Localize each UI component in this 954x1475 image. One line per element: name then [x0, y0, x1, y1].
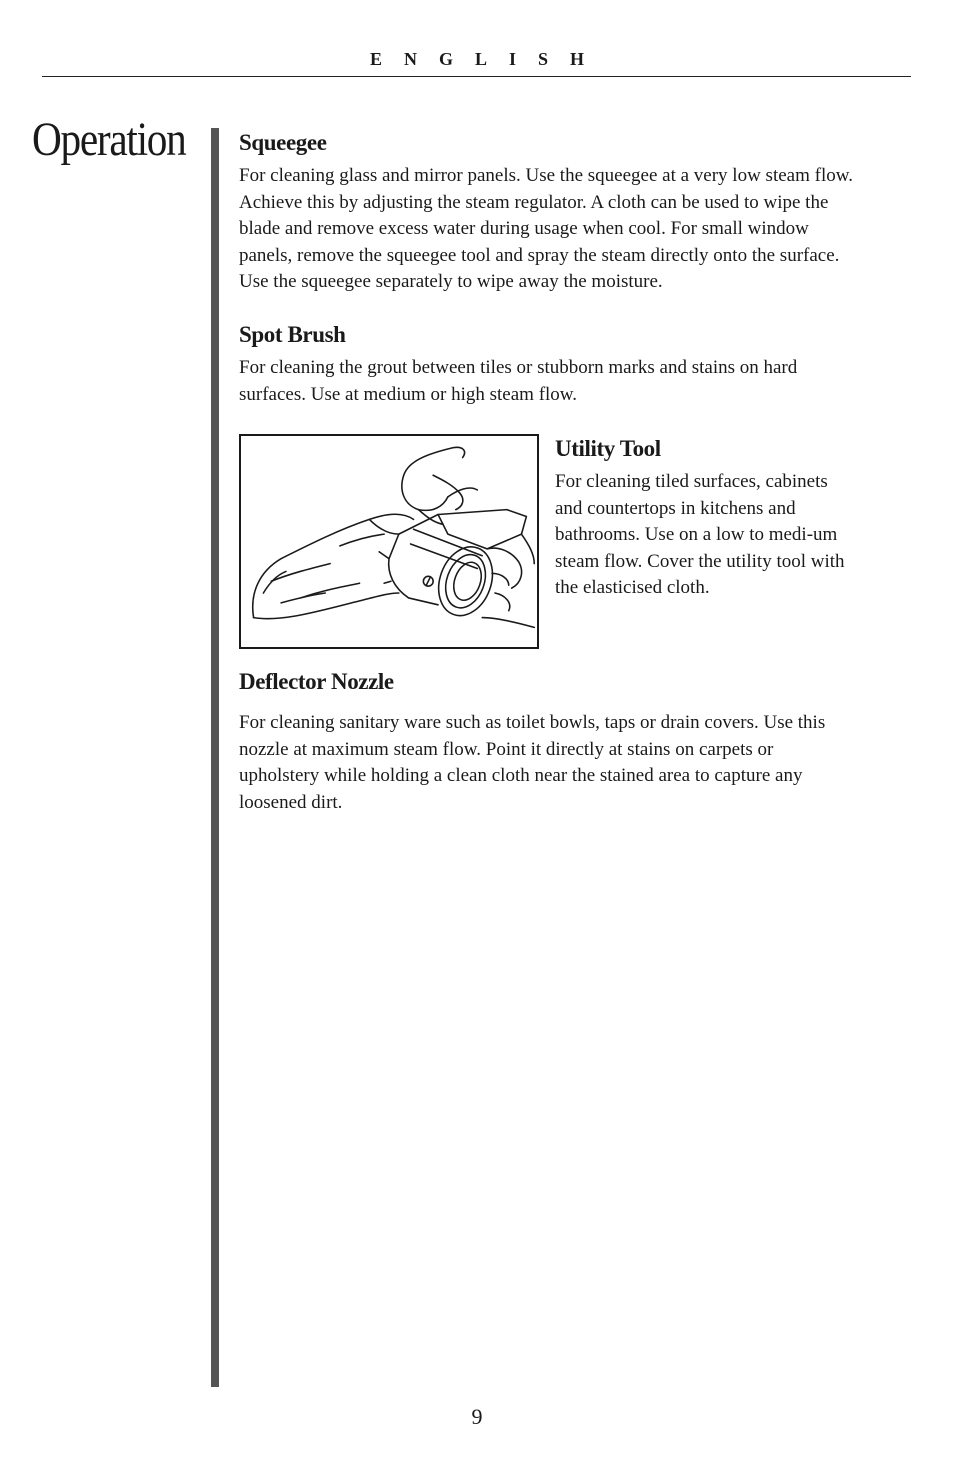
- hands-utility-tool-icon: [241, 436, 537, 647]
- utility-tool-body: For cleaning tiled surfaces, cabinets and countertops in kitchens and bathrooms. Use on a low to medi-um steam flow. Cover the utility tool with the elasticised cloth.: [555, 471, 845, 598]
- utility-tool-heading: Utility Tool: [555, 436, 661, 461]
- spot-brush-heading: Spot Brush: [239, 322, 346, 347]
- page-number: 9: [471, 1404, 483, 1429]
- utility-tool-section: [555, 433, 855, 602]
- spot-brush-body: For cleaning the grout between tiles or stubborn marks and stains on hard surfaces. Use at medium or high steam flow.: [239, 357, 798, 405]
- spot-brush-section: [239, 319, 854, 408]
- deflector-nozzle-heading: Deflector Nozzle: [239, 669, 394, 694]
- deflector-nozzle-body: For cleaning sanitary ware such as toilet bowls, taps or drain covers. Use this nozzle at maximum steam flow. Point it directly at stains on carpets or upholstery while holding a clean cloth near the stained area to capture any loosened dirt.: [239, 712, 826, 813]
- deflector-nozzle-section: [239, 666, 854, 816]
- section-sidebar-bar: [211, 128, 219, 1387]
- header-rule: [42, 76, 911, 77]
- squeegee-body: For cleaning glass and mirror panels. Use the squeegee at a very low steam flow. Achieve this by adjusting the steam regulator. A cloth can be used to wipe the blade and remove excess water during usage when cool. For small window panels, remove the squeegee tool and spray the steam directly onto the surface. Use the squeegee separately to wipe away the moisture.: [239, 165, 853, 292]
- section-title: Operation: [32, 113, 186, 166]
- squeegee-heading: Squeegee: [239, 130, 327, 155]
- header-language: ENGLISH: [369, 49, 607, 69]
- squeegee-section: [239, 127, 854, 296]
- utility-tool-illustration: [239, 434, 539, 649]
